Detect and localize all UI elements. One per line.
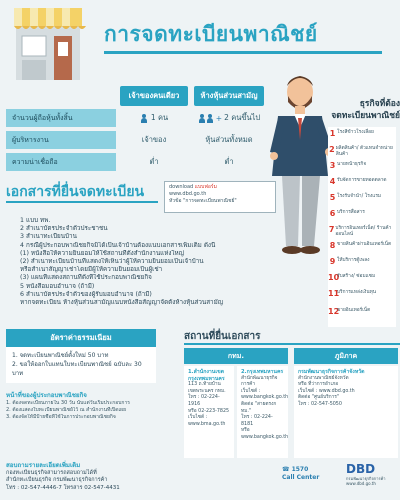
person-icon: [207, 114, 213, 123]
brand-name: DBD: [346, 462, 376, 476]
conditions-title: หน้าที่ของผู้ประกอบพาณิชยกิจ: [6, 392, 87, 399]
person-icon: [141, 114, 147, 123]
dbd-logo: [346, 462, 398, 486]
phone-icon: ☎: [282, 466, 290, 473]
list-item: 2. ขอให้ออกใบแทนใบทะเบียนพาณิชย์ ฉบับละ 30 บาท: [12, 361, 142, 377]
locations-underline: [184, 343, 400, 345]
list-item: 2. ต้องแสดงใบทะเบียนพาณิชย์ไว้ ณ สำนักงานที่เปิดเผย: [6, 407, 127, 413]
list-item: 3. ต้องจัดให้มีป้ายชื่อที่ใช้ในการประกอบพาณิชยกิจ: [6, 414, 116, 420]
list-item: 8 ขายสินค้าผ่านอินเทอร์เน็ต: [329, 241, 392, 250]
list-item: 1. ต้องจดทะเบียนภายใน 30 วัน นับแต่วันเริ่มประกอบการ: [6, 400, 130, 406]
plus-icon: +: [215, 113, 223, 123]
list-item: (3) แผนที่แสดงสถานที่ตั้งที่ใช้ประกอบพาณิชยกิจ: [20, 274, 152, 282]
list-item: 12 ขายอินเทอร์เน็ต: [328, 307, 371, 316]
documents-underline: [6, 201, 158, 203]
column-header-partnership: ห้างหุ้นส่วนสามัญ: [194, 86, 264, 106]
page-title: การจดทะเบียนพาณิชย์: [104, 22, 318, 46]
list-item: 3 สำเนาทะเบียนบ้าน: [20, 233, 77, 241]
location-header-province: ภูมิภาค: [294, 348, 398, 364]
list-item: 6 สำเนาบัตรประจำตัวของผู้รับมอบอำนาจ (ถ้ามี): [20, 290, 152, 298]
list-item: 9 ให้บริการตู้เพลง: [329, 257, 370, 266]
cell-value: 1 คน: [120, 109, 188, 127]
website-link[interactable]: หรือ www.bangkok.go.th: [241, 428, 289, 440]
brand-sub: กรมพัฒนาธุรกิจการค้า: [346, 476, 386, 481]
list-item: 5 หนังสือมอบอำนาจ (ถ้ามี): [20, 282, 95, 290]
locations-title: สถานที่ยื่นเอกสาร: [184, 331, 261, 342]
list-item: 11 บริการแหล่งเงินทุน: [328, 289, 377, 298]
call-label: Call Center: [282, 474, 320, 481]
cell-value: เจ้าของ: [141, 135, 167, 144]
list-item: 1 โรงสีข้าวโรงเลื่อย: [329, 129, 374, 138]
list-item: 1 แบบ ทพ.: [20, 217, 51, 224]
list-item: 4 รับจัดการขายทอดตลาด: [329, 177, 387, 186]
form-link[interactable]: แบบฟอร์ม: [194, 184, 217, 190]
location-bangkok-city: 2.กรุงเทพมหานคร สำนักพัฒนาธุรกิจการค้า เว็บไซต์ : www.bangkok.go.th ติดต่อ "สายตรงกทม." โทร : 02-224-8181 หรือ www.bangkok.go.th: [237, 366, 288, 458]
cell-value: + 2 คนขึ้นไป: [194, 109, 264, 127]
column-header-sole-owner: เจ้าของคนเดียว: [120, 86, 188, 106]
call-center[interactable]: [282, 466, 338, 482]
list-item: 10 รับสร้าง/ ซ่อมแซม: [328, 273, 376, 282]
fees-title: อัตราค่าธรรมเนียม: [6, 329, 156, 347]
cell-value: ต่ำ: [224, 157, 234, 166]
location-header-bangkok: กทม.: [184, 348, 288, 364]
documents-title: เอกสารที่ยื่นจดทะเบียน: [6, 184, 145, 200]
shop-illustration: [8, 4, 88, 82]
list-item: 4 กรณีผู้ประกอบพาณิชยกิจมิได้เป็นเจ้าบ้านต้องแนบเอกสารเพิ่มเติม ดังนี้: [20, 241, 216, 249]
list-item: 1. จดทะเบียนพาณิชย์ตั้งใหม่ 50 บาท: [12, 352, 109, 359]
cell-value: หุ้นส่วนทั้งหมด: [205, 135, 253, 144]
business-list-title: ธุรกิจที่ต้อง จดทะเบียนพาณิชย์: [331, 99, 400, 121]
footer-contact: สอบถามรายละเอียดเพิ่มเติม กองทะเบียนธุรกิจสามารถสอบถามได้ที่ สำนักทะเบียนธุรกิจ กรมพัฒนาธุรกิจการค้า โทร : 02-547-4446-7 โทรสาร 02-547-4431: [6, 462, 120, 491]
list-item: หรือสำเนาสัญญาเช่าโดยมีผู้ให้ความยินยอมเป็นผู้เช่า: [20, 266, 163, 274]
row-label: ความน่าเชื่อถือ: [6, 153, 116, 171]
brand-url[interactable]: www.dbd.go.th: [346, 481, 376, 486]
list-item: 2 ผลิตสินค้า/ ตัวแทนจำหน่ายสินค้า: [329, 145, 393, 157]
location-province: กรมพัฒนาธุรกิจการค้าจังหวัด สำนักงานพาณิชย์จังหวัด หรือ ที่ว่าการอำเภอ เว็บไซต์ : www.dbd.go.th ติดต่อ "ศูนย์บริการ" โทร : 02-547-5050: [294, 366, 398, 458]
location-bangkok-district: 1.สำนักงานเขต กรุงเทพมหานคร 113 ถ.ท้ายบ้าน เขตพระนคร กทม. โทร : 02-224-1916 หรือ 02-223-7825 เว็บไซต์ : www.bma.go.th: [184, 366, 234, 458]
download-box[interactable]: download แบบฟอร์ม www.dbd.go.th หัวข้อ "การจดทะเบียนพาณิชย์": [164, 181, 276, 213]
row-label: ผู้บริหารงาน: [6, 131, 116, 149]
conditions-list: [6, 400, 162, 421]
document-list: [20, 217, 320, 307]
list-item: 2 สำเนาบัตรประจำตัวประชาชน: [20, 225, 108, 233]
fees-box: [6, 347, 156, 383]
person-icon: [199, 114, 205, 123]
cell-value: ต่ำ: [149, 157, 159, 166]
list-item: 5 โรงรับจำนำ/ โรงแรม: [329, 193, 382, 202]
call-number: 1570: [291, 466, 309, 473]
list-item: (2) สำเนาทะเบียนบ้านที่แสดงให้เห็นว่าผู้ให้ความยินยอมเป็นเจ้าบ้าน: [20, 258, 204, 266]
business-list: [328, 127, 396, 327]
list-item: หากจดทะเบียน ห้างหุ้นส่วนสามัญแนบหนังสือสัญญาจัดตั้งห้างหุ้นส่วนสามัญ: [20, 299, 224, 307]
list-item: 7 บริการอินเทอร์เน็ต/ ร้านค้าออนไลน์: [328, 225, 392, 237]
list-item: 3 นายหน้าธุรกิจ: [329, 161, 367, 170]
list-item: (1) หนังสือให้ความยินยอมให้ใช้สถานที่ตั้งสำนักงานแห่งใหญ่: [20, 249, 185, 257]
title-underline: [104, 51, 382, 54]
list-item: 6 บริการสื่อสาร: [329, 209, 365, 218]
website-link[interactable]: เว็บไซต์ : www.bma.go.th: [188, 415, 226, 427]
row-label: จำนวนผู้ถือหุ้นทั้งสิ้น: [6, 109, 116, 127]
website-link[interactable]: เว็บไซต์ : www.dbd.go.th: [298, 388, 355, 394]
download-url[interactable]: www.dbd.go.th: [169, 191, 207, 197]
